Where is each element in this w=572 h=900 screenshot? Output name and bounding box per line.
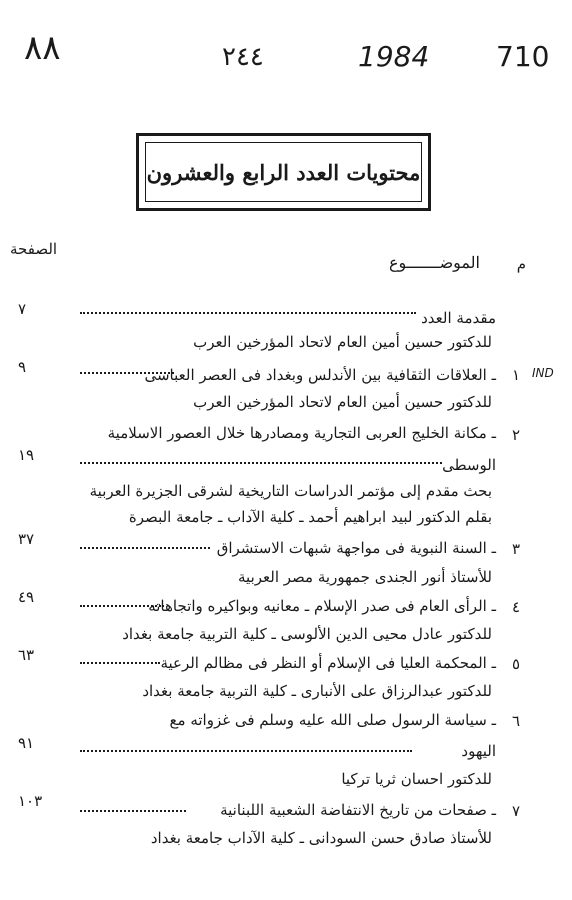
handwritten-top-right: 710	[496, 40, 550, 73]
entry-number: ١	[511, 366, 520, 384]
entry-author: للأستاذ صادق حسن السودانى ـ كلية الآداب جامعة بغداد	[150, 829, 492, 847]
leader-dots	[80, 312, 416, 314]
entry-author: للدكتور عبدالرزاق على الأنبارى ـ كلية التربية جامعة بغداد	[142, 682, 492, 700]
entry-title: ـ سياسة الرسول صلى الله عليه وسلم فى غزواته مع	[169, 711, 496, 729]
entry-title: ـ مكانة الخليج العربى التجارية ومصادرها خلال العصور الاسلامية	[107, 424, 496, 442]
entry-number: ٣	[511, 540, 520, 558]
entry-number: ٥	[511, 655, 520, 673]
leader-dots	[80, 547, 210, 549]
leader-dots	[80, 750, 412, 752]
entry-author: للدكتور عادل محيى الدين الألوسى ـ كلية التربية جامعة بغداد	[122, 625, 492, 643]
contents-title: محتويات العدد الرابع والعشرون	[146, 159, 421, 185]
page-number: ٧	[18, 300, 27, 318]
header-topic: الموضـــــــوع	[388, 253, 480, 272]
page-number: ٩	[18, 358, 27, 376]
handwritten-margin-mark: IND	[532, 366, 554, 380]
entry-title: ـ المحكمة العليا فى الإسلام أو النظر فى مظالم الرعية	[160, 654, 496, 672]
page-number: ٩١	[18, 734, 35, 752]
leader-dots	[80, 662, 160, 664]
entry-author: للدكتور احسان ثريا تركيا	[341, 770, 492, 788]
entry-number: ٧	[511, 802, 520, 820]
entry-title: ـ السنة النبوية فى مواجهة شبهات الاستشراق	[216, 539, 496, 557]
page-number: ٣٧	[18, 530, 35, 548]
handwritten-top-left: ٨٨	[24, 28, 61, 68]
entry-number: ٦	[511, 712, 520, 730]
header-number: م	[516, 255, 526, 273]
handwritten-top-center-1: ٢٤٤	[222, 42, 264, 72]
header-page: الصفحة	[10, 240, 58, 258]
entry-title-continued: الوسطى	[442, 456, 496, 474]
entry-title: ـ العلاقات الثقافية بين الأندلس وبغداد فى العصر العباسى	[144, 366, 496, 384]
entry-title: مقدمة العدد	[421, 309, 496, 327]
title-frame-inner	[145, 142, 422, 202]
entry-number: ٤	[511, 598, 520, 616]
leader-dots	[80, 462, 442, 464]
page-number: ٤٩	[18, 588, 35, 606]
entry-title: ـ صفحات من تاريخ الانتفاضة الشعبية اللبنانية	[220, 801, 496, 819]
entry-author: للدكتور حسين أمين العام لاتحاد المؤرخين العرب	[193, 333, 492, 351]
page-number: ١٩	[18, 446, 35, 464]
page-number: ١٠٣	[18, 792, 43, 810]
entry-note: بحث مقدم إلى مؤتمر الدراسات التاريخية لشرقى الجزيرة العربية	[89, 482, 492, 500]
title-frame	[136, 133, 431, 211]
handwritten-top-center-2: 1984	[358, 40, 430, 73]
entry-title: ـ الرأى العام فى صدر الإسلام ـ معانيه وبواكيره واتجاهاته	[148, 597, 496, 615]
entry-author: بقلم الدكتور لبيد ابراهيم أحمد ـ كلية الآداب ـ جامعة البصرة	[128, 508, 492, 526]
page-number: ٦٣	[18, 646, 35, 664]
entry-author: للدكتور حسين أمين العام لاتحاد المؤرخين العرب	[193, 393, 492, 411]
entry-author: للأستاذ أنور الجندى جمهورية مصر العربية	[238, 568, 492, 586]
leader-dots	[80, 810, 186, 812]
entry-title-continued: اليهود	[461, 742, 496, 760]
entry-number: ٢	[511, 426, 520, 444]
